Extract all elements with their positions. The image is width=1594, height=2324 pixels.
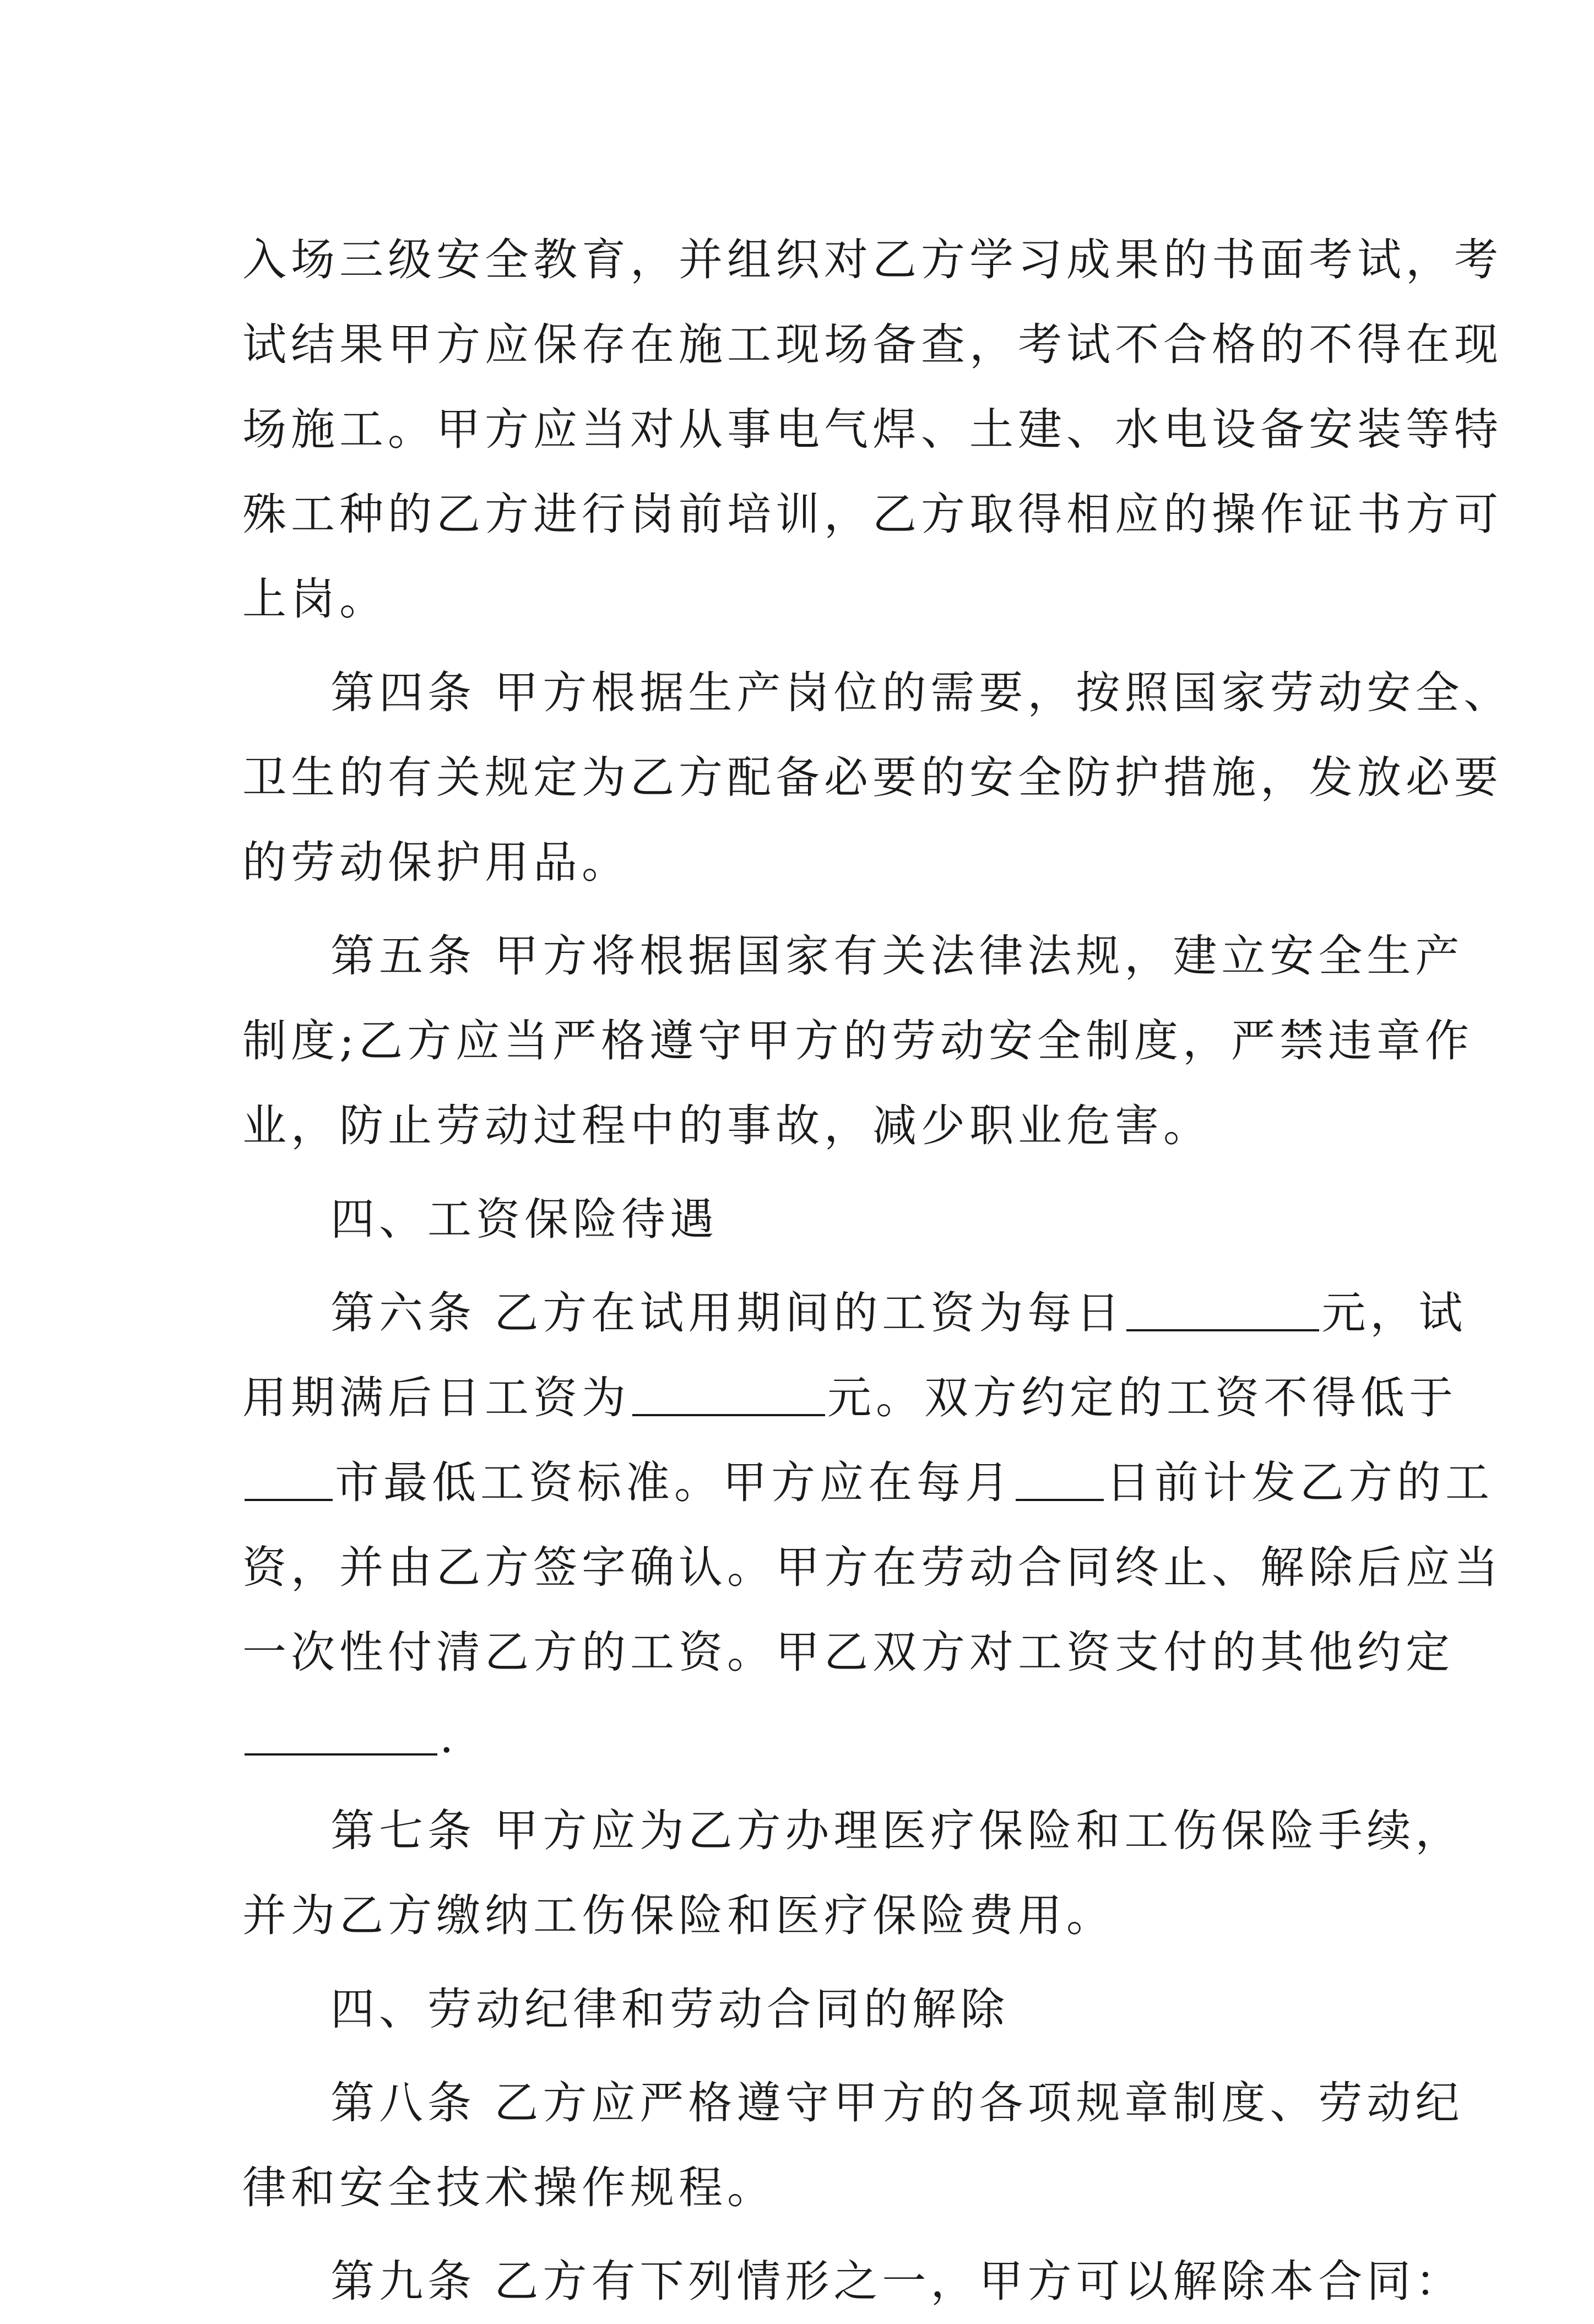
article-6-text: 元。双方约定的工资不得低于: [827, 1372, 1457, 1423]
text-line: [242, 1440, 1494, 1525]
article-8-line: 第八条 乙方应严格遵守甲方的各项规章制度、劳动纪: [330, 2077, 1464, 2128]
text-line: 上岗。: [242, 573, 388, 625]
article-6-line: [242, 1271, 1467, 1356]
text-line: 业，防止劳动过程中的事故，减少职业危害。: [242, 1100, 1212, 1151]
pay-day-blank[interactable]: [1016, 1455, 1104, 1501]
document-body: [242, 218, 1512, 2324]
article-5-line: 第五条 甲方将根据国家有关法律法规，建立安全生产: [330, 930, 1464, 982]
article-6-text: .: [440, 1711, 458, 1763]
section-heading-wages: 四、工资保险待遇: [330, 1194, 718, 1245]
daily-wage-trial-blank[interactable]: [1126, 1285, 1319, 1331]
article-6-text: 第六条 乙方在试用期间的工资为每日: [330, 1287, 1125, 1339]
text-line: 卫生的有关规定为乙方配备必要的安全防护措施，发放必要: [242, 752, 1503, 803]
section-heading-discipline: 四、劳动纪律和劳动合同的解除: [330, 1984, 1009, 2035]
text-line: 场施工。甲方应当对从事电气焊、土建、水电设备安装等特: [242, 404, 1503, 455]
article-9-line: 第九条 乙方有下列情形之一，甲方可以解除本合同：: [330, 2256, 1464, 2307]
other-agreement-blank[interactable]: [245, 1709, 437, 1756]
text-line: 入场三级安全教育，并组织对乙方学习成果的书面考试，考: [242, 234, 1503, 285]
article-7-line: 第七条 甲方应为乙方办理医疗保险和工伤保险手续，: [330, 1805, 1464, 1856]
article-6-text: 元，试: [1321, 1287, 1467, 1339]
article-4-line: 第四条 甲方根据生产岗位的需要，按照国家劳动安全、: [330, 667, 1512, 718]
text-line: 并为乙方缴纳工伤保险和医疗保险费用。: [242, 1890, 1115, 1941]
article-6-text: 日前计发乙方的工: [1106, 1457, 1494, 1508]
text-line: [242, 1695, 1366, 1780]
text-line: 一次性付清乙方的工资。甲乙双方对工资支付的其他约定: [242, 1627, 1454, 1678]
text-line: 试结果甲方应保存在施工现场备查，考试不合格的不得在现: [242, 319, 1503, 370]
city-name-blank[interactable]: [245, 1455, 333, 1501]
text-line: 的劳动保护用品。: [242, 837, 630, 888]
text-line: 制度;乙方应当严格遵守甲方的劳动安全制度，严禁违章作: [242, 1015, 1473, 1066]
text-line: 律和安全技术操作规程。: [242, 2162, 776, 2213]
text-line: [242, 1356, 1457, 1440]
article-6-text: 市最低工资标准。甲方应在每月: [335, 1457, 1013, 1508]
daily-wage-after-blank[interactable]: [632, 1370, 825, 1416]
article-6-text: 用期满后日工资为: [242, 1372, 630, 1423]
text-line: 资，并由乙方签字确认。甲方在劳动合同终止、解除后应当: [242, 1542, 1503, 1593]
text-line: 殊工种的乙方进行岗前培训，乙方取得相应的操作证书方可: [242, 489, 1503, 540]
